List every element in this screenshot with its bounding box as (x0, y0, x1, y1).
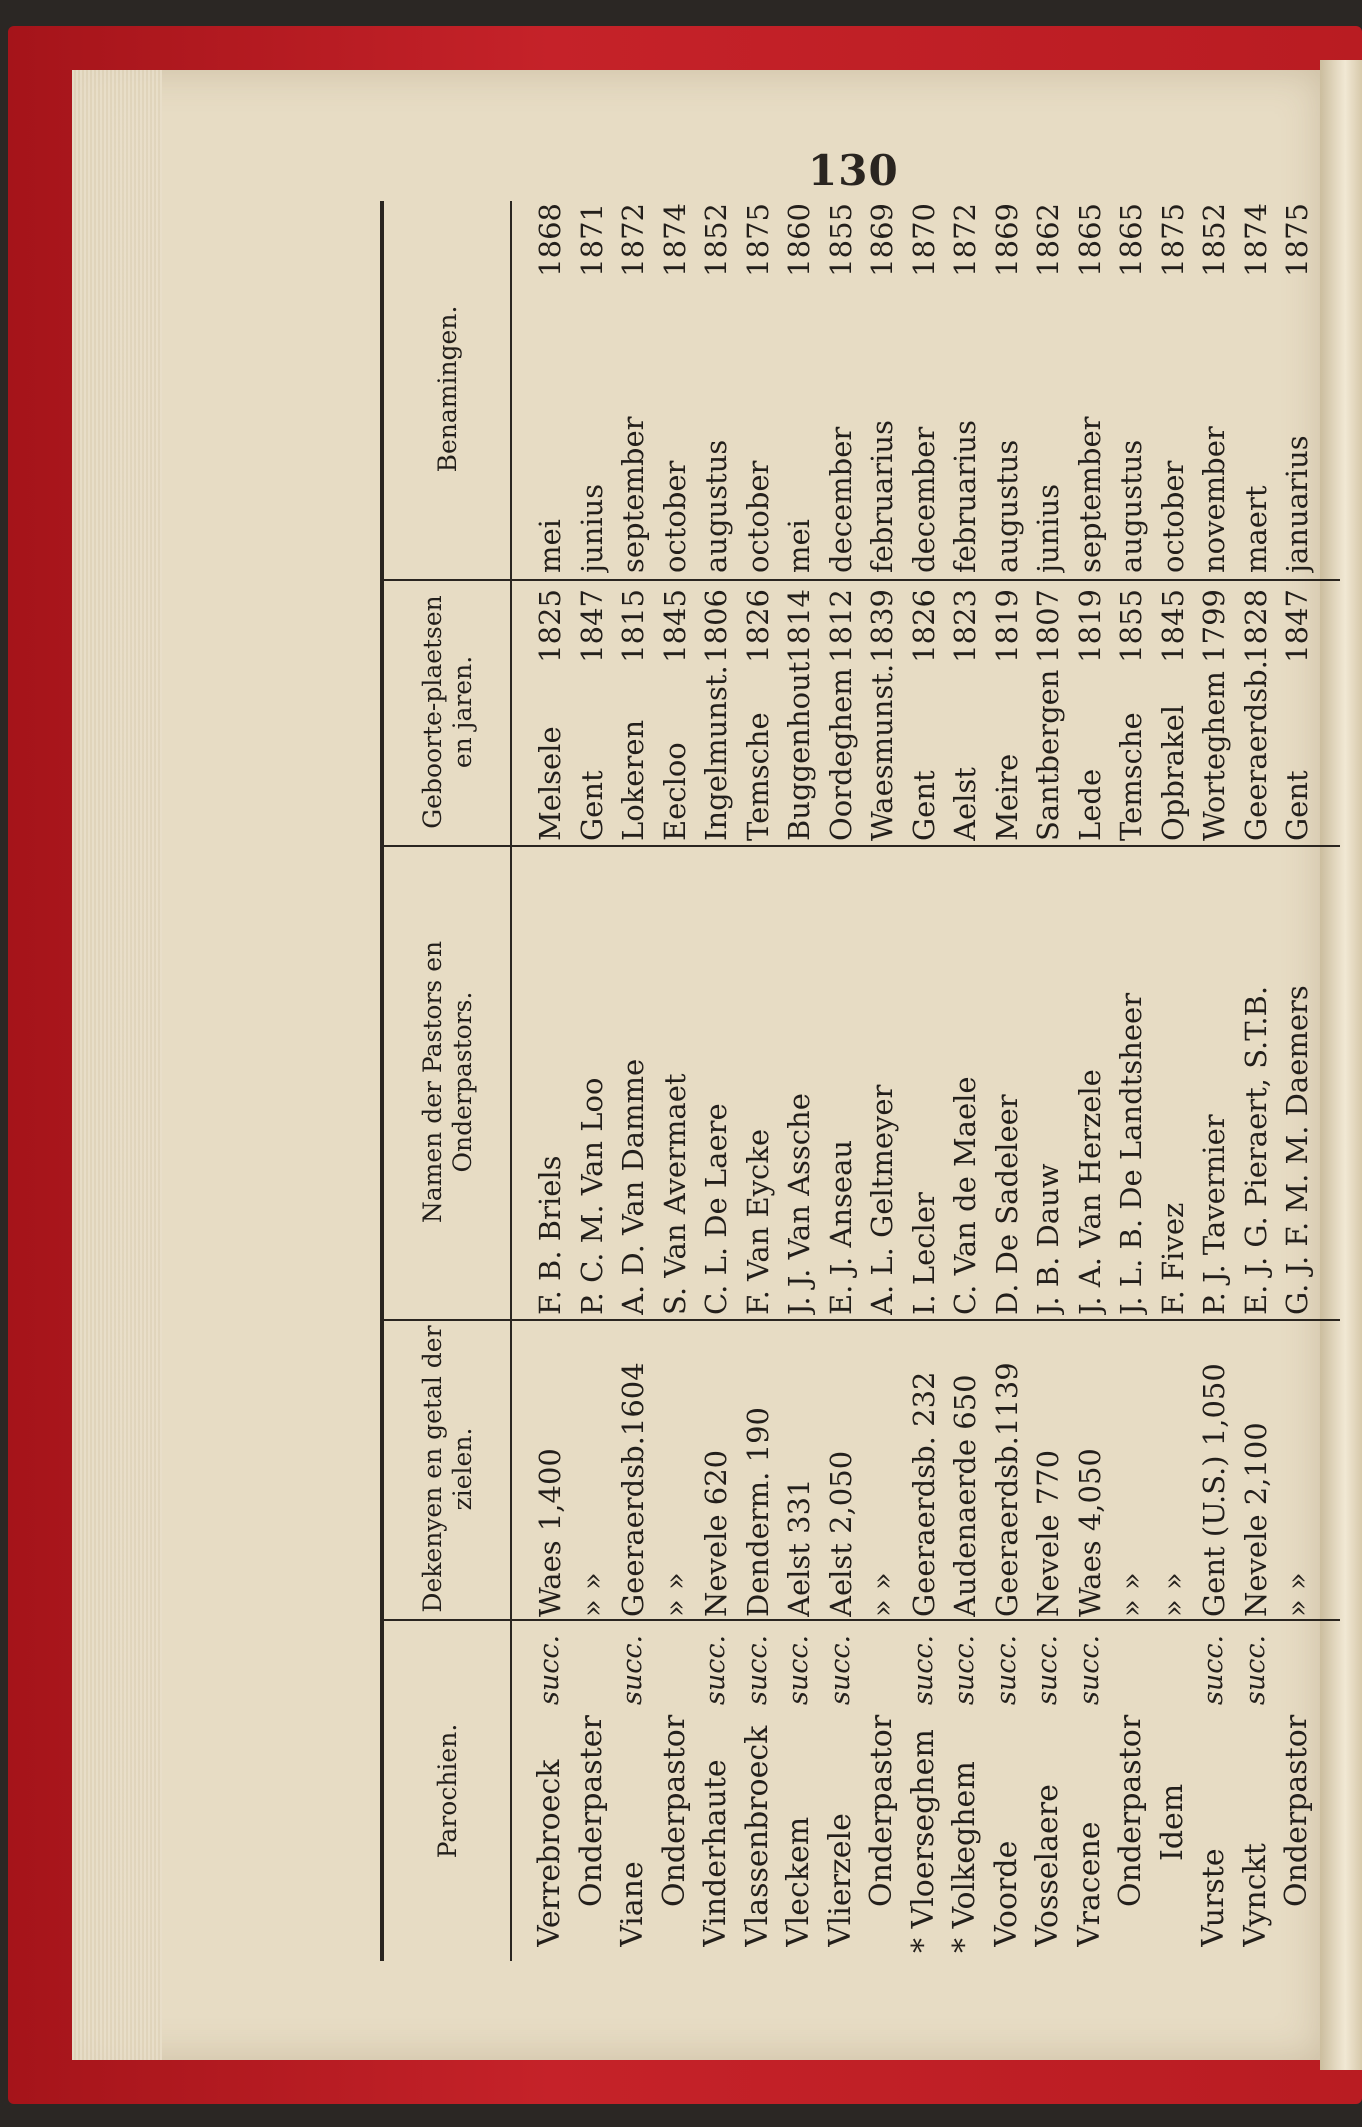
birth-year: 1845 (1155, 589, 1190, 663)
appointment-year: 1869 (865, 203, 899, 277)
table-row (572, 201, 612, 1961)
succession-mark: succ. (949, 1634, 980, 1705)
parish-name: Vracene (1071, 1821, 1107, 1947)
deanery-souls: » » (574, 1572, 609, 1617)
birth-year: 1847 (574, 589, 609, 663)
appointment-year: 1865 (1114, 203, 1148, 277)
succession-mark (655, 1625, 695, 1705)
appointment-year: 1875 (1155, 203, 1190, 277)
deanery-souls: » » (865, 1572, 899, 1617)
appointment-year: 1875 (1280, 203, 1314, 277)
birth-place: Oordeghem (823, 668, 858, 841)
deanery-souls: Geeraerdsb. 232 (906, 1371, 941, 1617)
pastor-name: F. B. Briels (533, 1155, 567, 1315)
parish-name: Vynckt (1237, 1843, 1273, 1947)
header-geboorte: Geboorte-plaetsen en jaren. (418, 595, 477, 829)
deanery-souls: Waes 4,050 (1072, 1448, 1107, 1617)
succession-mark: succ. (907, 1634, 939, 1705)
succession-mark (862, 1625, 902, 1705)
birth-place: Waesmunst. (865, 663, 899, 841)
birth-year: 1845 (657, 589, 692, 663)
appointment-month: october (1155, 460, 1190, 573)
pastor-name: J. B. Dauw (1031, 1163, 1065, 1315)
birth-place: Lokeren (616, 719, 650, 841)
pastor-name: E. J. G. Pieraert, S.T.B. (1238, 985, 1273, 1315)
appointment-year: 1862 (1031, 203, 1065, 277)
table-row (1277, 201, 1317, 1961)
birth-year: 1815 (616, 589, 650, 663)
birth-year: 1828 (1238, 589, 1273, 663)
appointment-year: 1874 (657, 203, 692, 277)
header-rule (510, 201, 512, 1961)
table-row (987, 201, 1027, 1961)
birth-place: Eecloo (657, 742, 692, 841)
appointment-year: 1872 (616, 203, 650, 277)
pastor-name: G. J. F. M. M. Daemers (1280, 985, 1314, 1315)
appointment-month: augustus (1114, 439, 1148, 573)
succession-mark: succ. (534, 1634, 565, 1705)
table-row (779, 201, 819, 1961)
birth-year: 1806 (699, 589, 733, 663)
birth-year: 1819 (989, 589, 1024, 663)
pastor-name: C. L. De Laere (699, 1103, 733, 1315)
table-row (1070, 201, 1110, 1961)
parish-name: Vlierzele (822, 1813, 858, 1947)
appointment-month: februarius (865, 420, 899, 573)
table-row (862, 201, 902, 1961)
parish-name: Vurste (1196, 1848, 1231, 1947)
table-row (1194, 201, 1234, 1961)
appointment-year: 1875 (740, 203, 775, 277)
birth-place: Meire (989, 753, 1024, 841)
birth-year: 1823 (948, 589, 982, 663)
appointment-month: januarius (1280, 435, 1314, 573)
succession-mark (572, 1625, 612, 1705)
appointment-year: 1869 (989, 203, 1024, 277)
appointment-year: 1865 (1072, 203, 1107, 277)
deanery-souls: Denderm. 190 (740, 1407, 775, 1617)
appointment-month: december (906, 426, 941, 573)
birth-place: Melsele (533, 726, 567, 841)
deanery-souls: Nevele 770 (1031, 1449, 1065, 1617)
parish-name: Onderpastor (864, 1714, 899, 1907)
parish-name: Onderpaster (573, 1715, 609, 1907)
birth-year: 1826 (906, 589, 941, 663)
birth-year: 1799 (1197, 589, 1231, 663)
deanery-souls: Geeraerdsb.1139 (989, 1362, 1024, 1617)
table-top-rule (380, 201, 384, 1961)
header-benamingen: Benamingen. (433, 305, 462, 473)
appointment-month: mei (782, 519, 816, 573)
deanery-souls: Nevele 620 (699, 1449, 733, 1617)
birth-year: 1855 (1114, 589, 1148, 663)
succession-mark (1111, 1625, 1151, 1705)
pastor-name: A. L. Geltmeyer (865, 1084, 899, 1315)
appointment-month: september (1072, 416, 1107, 573)
table-row (738, 201, 778, 1961)
pastor-name: P. J. Tavernier (1197, 1114, 1231, 1315)
succession-mark: succ. (741, 1634, 773, 1705)
birth-place: Opbrakel (1155, 704, 1190, 841)
birth-year: 1819 (1072, 589, 1107, 663)
parish-name: Idem (1154, 1783, 1190, 1861)
birth-place: Ingelmunst. (699, 665, 733, 841)
pastor-name: J. A. Van Herzele (1072, 1069, 1107, 1315)
deanery-souls: Waes 1,400 (533, 1448, 567, 1617)
parish-name: Onderpastor (656, 1714, 692, 1907)
appointment-year: 1855 (823, 203, 858, 277)
succession-mark (1277, 1625, 1317, 1705)
succession-mark: succ. (1198, 1634, 1229, 1705)
birth-place: Gent (906, 770, 941, 841)
table-row (945, 201, 985, 1961)
pastor-name: S. Van Avermaet (657, 1073, 692, 1315)
birth-year: 1814 (782, 589, 816, 663)
succession-mark: succ. (617, 1634, 648, 1705)
birth-year: 1826 (740, 589, 775, 663)
birth-place: Santbergen (1031, 669, 1065, 841)
parish-name: Onderpastor (1279, 1714, 1314, 1907)
appointment-month: september (616, 416, 650, 573)
table-row (904, 201, 944, 1961)
pastor-name: J. J. Van Assche (782, 1093, 816, 1315)
parish-name: Viane (615, 1861, 650, 1947)
deanery-souls: Nevele 2,100 (1238, 1422, 1273, 1617)
birth-place: Gent (574, 770, 609, 841)
birth-year: 1825 (533, 589, 567, 663)
table-row (1111, 201, 1151, 1961)
birth-place: Temsche (1114, 712, 1148, 841)
parish-name: Vinderhaute (698, 1759, 733, 1947)
parish-name: Vleckem (781, 1816, 816, 1947)
pastor-name: F. Van Eycke (740, 1128, 775, 1315)
parish-name: Voorde (988, 1840, 1024, 1947)
birth-year: 1839 (865, 589, 899, 663)
succession-mark: succ. (1239, 1634, 1271, 1705)
appointment-month: junius (1031, 483, 1065, 573)
appointment-month: october (657, 460, 692, 573)
appointment-month: augustus (989, 439, 1024, 573)
pastor-name: F. Fivez (1155, 1202, 1190, 1315)
parish-name: Vosselaere (1030, 1784, 1065, 1947)
appointment-month: augustus (699, 439, 733, 573)
appointment-month: november (1197, 426, 1231, 573)
pastor-name: I. Lecler (906, 1192, 941, 1315)
table-row (613, 201, 653, 1961)
table-row (655, 201, 695, 1961)
parish-name: * Vloerseghem (905, 1729, 941, 1953)
header-namen: Namen der Pastors en Onderpastors. (418, 940, 477, 1224)
appointment-month: mei (533, 519, 567, 573)
birth-place: Buggenhout (782, 661, 816, 841)
deanery-souls: Aelst 331 (782, 1478, 816, 1617)
table-row (1153, 201, 1193, 1961)
deanery-souls: Audenaerde 650 (948, 1374, 982, 1617)
appointment-year: 1872 (948, 203, 982, 277)
succession-mark: succ. (783, 1634, 814, 1705)
pastor-name: J. L. B. De Landtsheer (1114, 992, 1148, 1315)
birth-year: 1812 (823, 589, 858, 663)
page-edges (72, 70, 162, 2060)
table-row (1236, 201, 1276, 1961)
parish-name: Verrebroeck (532, 1759, 567, 1947)
header-parochien: Parochien. (433, 1723, 462, 1859)
succession-mark: succ. (1073, 1634, 1105, 1705)
pastor-name: A. D. Van Damme (616, 1058, 650, 1315)
appointment-year: 1852 (1197, 203, 1231, 277)
succession-mark: succ. (700, 1634, 731, 1705)
table-row (530, 201, 570, 1961)
table-row (1028, 201, 1068, 1961)
table-row (821, 201, 861, 1961)
deanery-souls: Gent (U.S.) 1,050 (1197, 1363, 1231, 1617)
succession-mark: succ. (824, 1634, 856, 1705)
pastor-name: C. Van de Maele (948, 1076, 982, 1315)
deanery-souls: » » (657, 1572, 692, 1617)
deanery-souls: » » (1114, 1572, 1148, 1617)
pastor-name: D. De Sadeleer (989, 1094, 1024, 1315)
birth-place: Temsche (740, 712, 775, 841)
birth-place: Geeraerdsb. (1238, 660, 1273, 841)
appointment-year: 1852 (699, 203, 733, 277)
parish-name: Onderpastor (1113, 1714, 1148, 1907)
birth-year: 1807 (1031, 589, 1065, 663)
appointment-month: junius (574, 483, 609, 573)
table-row (696, 201, 736, 1961)
deanery-souls: Geeraerdsb.1604 (616, 1362, 650, 1617)
deanery-souls: » » (1155, 1572, 1190, 1617)
pastor-name: E. J. Anseau (823, 1139, 858, 1315)
pastor-name: P. C. M. Van Loo (574, 1077, 609, 1315)
succession-mark: succ. (990, 1634, 1022, 1705)
appointment-month: maert (1238, 485, 1273, 573)
parish-name: Vlassenbroeck (739, 1725, 775, 1947)
appointment-month: december (823, 426, 858, 573)
page-number: 130 (808, 146, 899, 195)
succession-mark: succ. (1032, 1634, 1063, 1705)
appointment-year: 1874 (1238, 203, 1273, 277)
birth-year: 1847 (1280, 589, 1314, 663)
header-dekenyen: Dekenyen en getal der zielen. (418, 1325, 477, 1613)
birth-place: Worteghem (1197, 671, 1231, 841)
deanery-souls: » » (1280, 1572, 1314, 1617)
birth-place: Lede (1072, 768, 1107, 841)
appointment-month: october (740, 460, 775, 573)
appointment-year: 1868 (533, 203, 567, 277)
birth-place: Gent (1280, 770, 1314, 841)
appointment-year: 1860 (782, 203, 816, 277)
appointment-year: 1870 (906, 203, 941, 277)
parish-table (380, 201, 1340, 1961)
parish-name: * Volkeghem (947, 1761, 982, 1953)
appointment-year: 1871 (574, 203, 609, 277)
birth-place: Aelst (948, 767, 982, 841)
appointment-month: februarius (948, 420, 982, 573)
succession-mark (1153, 1625, 1193, 1705)
deanery-souls: Aelst 2,050 (823, 1450, 858, 1617)
